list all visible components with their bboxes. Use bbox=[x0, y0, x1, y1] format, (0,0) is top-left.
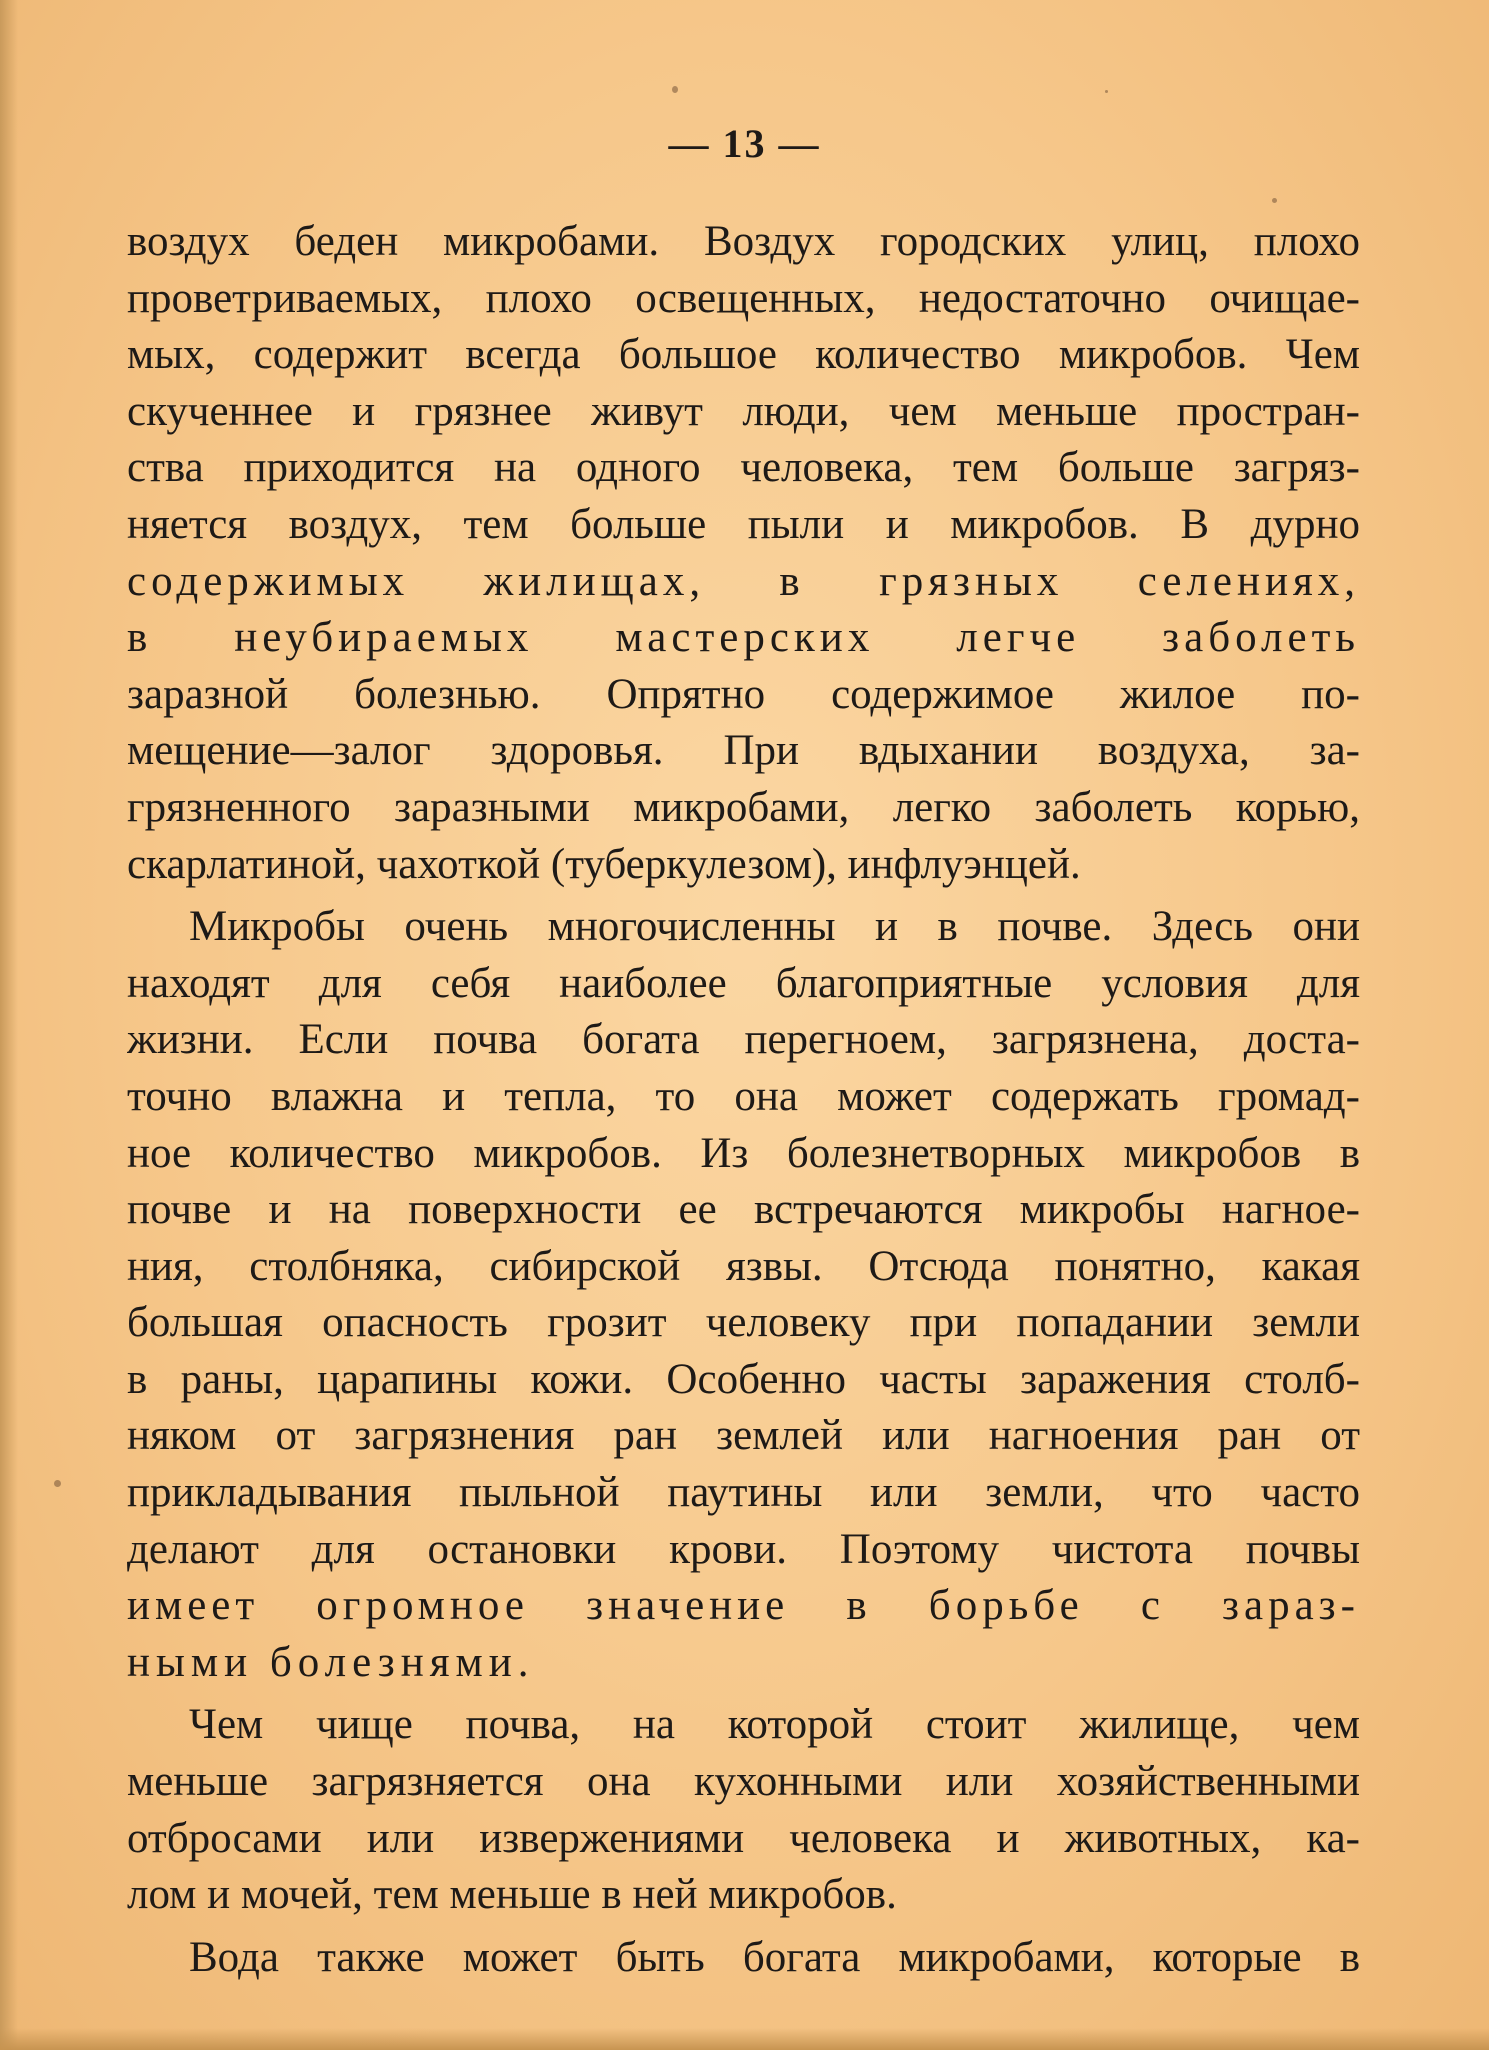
page-edge-shadow bbox=[0, 0, 18, 2050]
paragraph-last-line: скарлатиной, чахоткой (туберкулезом), инфлуэнцей. bbox=[127, 840, 1081, 888]
text-line: содержимых жилищах, в грязных селениях, bbox=[127, 557, 1360, 605]
text-line: находят для себя наиболее благоприятные условия для bbox=[127, 959, 1360, 1007]
page-bottom-edge bbox=[0, 2028, 1489, 2050]
text-line: почве и на поверхности ее встречаются микробы нагное- bbox=[127, 1186, 1360, 1234]
text-line: имеет огромное значение в борьбе с зараз- bbox=[127, 1582, 1360, 1630]
text-line: отбросами или извержениями человека и животных, ка- bbox=[127, 1814, 1360, 1862]
text-line: няком от загрязнения ран землей или нагноения ран от bbox=[127, 1412, 1360, 1460]
paragraph-last-line: ными болезнями. bbox=[127, 1638, 535, 1686]
paragraph-first-line: Вода также может быть богата микробами, которые в bbox=[189, 1933, 1360, 1981]
paragraph-first-line: Чем чище почва, на которой стоит жилище, чем bbox=[189, 1701, 1360, 1749]
text-line: мых, содержит всегда большое количество микробов. Чем bbox=[127, 331, 1360, 379]
text-line: точно влажна и тепла, то она может содержать громад- bbox=[127, 1072, 1360, 1120]
text-line: грязненного заразными микробами, легко заболеть корью, bbox=[127, 783, 1360, 831]
page-number: — 13 — bbox=[668, 121, 821, 166]
text-line: проветриваемых, плохо освещенных, недостаточно очищае- bbox=[127, 274, 1360, 322]
paper-speck bbox=[54, 1480, 61, 1487]
text-line: заразной болезнью. Опрятно содержимое жилое по- bbox=[127, 670, 1360, 718]
paragraph-first-line: Микробы очень многочисленны и в почве. Здесь они bbox=[189, 903, 1360, 951]
body-text bbox=[127, 214, 1360, 1986]
text-line: жизни. Если почва богата перегноем, загрязнена, доста- bbox=[127, 1016, 1360, 1064]
paper-speck bbox=[1105, 90, 1108, 93]
text-line: делают для остановки крови. Поэтому чистота почвы bbox=[127, 1525, 1360, 1573]
text-line: в неубираемых мастерских легче заболеть bbox=[127, 614, 1360, 662]
text-line: няется воздух, тем больше пыли и микробов. В дурно bbox=[127, 500, 1360, 548]
text-line: воздух беден микробами. Воздух городских улиц, плохо bbox=[127, 218, 1360, 265]
text-line: прикладывания пыльной паутины или земли, что часто bbox=[127, 1469, 1360, 1517]
paragraph-last-line: лом и мочей, тем меньше в ней микробов. bbox=[127, 1871, 897, 1919]
text-line: в раны, царапины кожи. Особенно часты заражения столб- bbox=[127, 1355, 1360, 1403]
text-line: мещение—залог здоровья. При вдыхании воздуха, за- bbox=[127, 727, 1360, 775]
text-line: ное количество микробов. Из болезнетворных микробов в bbox=[127, 1129, 1360, 1177]
text-line: ства приходится на одного человека, тем больше загряз- bbox=[127, 444, 1360, 492]
text-line: большая опасность грозит человеку при попадании земли bbox=[127, 1299, 1360, 1347]
text-line: меньше загрязняется она кухонными или хозяйственными bbox=[127, 1758, 1360, 1806]
paper-speck bbox=[1272, 198, 1277, 203]
text-line: скученнее и грязнее живут люди, чем меньше простран- bbox=[127, 387, 1360, 435]
text-line: ния, столбняка, сибирской язвы. Отсюда понятно, какая bbox=[127, 1242, 1360, 1290]
paper-speck bbox=[672, 86, 678, 93]
